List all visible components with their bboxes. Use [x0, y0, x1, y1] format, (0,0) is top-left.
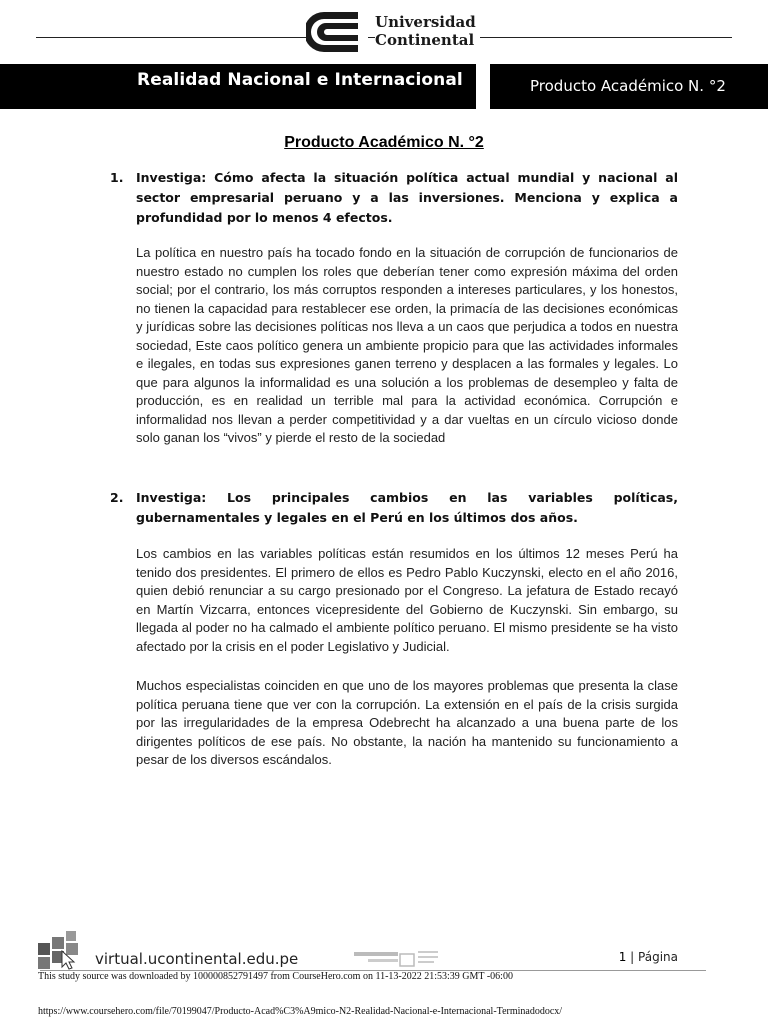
question-text: Investiga: Cómo afecta la situación política actual mundial y nacional al sector empresarial peruano y a las inversiones. Menciona y explica a profundidad por lo menos 4 efectos.: [136, 170, 678, 225]
page-indicator: [619, 950, 678, 964]
logo-line-1: Universidad: [375, 13, 476, 31]
product-label: Producto Académico N. °2: [530, 77, 726, 95]
page-label: Página: [638, 950, 678, 964]
question-number: 1.: [110, 170, 124, 185]
download-notice: This study source was downloaded by 100000852791497 from CourseHero.com on 11-13-2022 21:53:39 GMT -06:00: [38, 971, 513, 982]
logo-line-2: Continental: [375, 31, 475, 49]
course-title: Realidad Nacional e Internacional: [137, 70, 463, 90]
answer-paragraph: Los cambios en las variables políticas están resumidos en los últimos 12 meses Perú ha tenido dos presidentes. El primero de ellos es Pedro Pablo Kuczynski, electo en el año 2016, quien debió renunciar a su cargo presionado por el Congreso. La jefatura de Estado recayó en Martín Vizcarra, entonces vicepresidente del Gobierno de Kuczynski. Sin embargo, su llegada al poder no ha calmado el ambiente político peruano. El mismo presidente se ha visto afectado por la crisis en el poder Legislativo y Judicial.: [136, 546, 678, 654]
digital-manuals-logo-icon: [352, 948, 440, 970]
page-number: 1: [618, 950, 627, 964]
question-text: Investiga: Los principales cambios en las variables políticas, gubernamentales y legales en el Perú en los últimos dos años.: [136, 490, 678, 525]
question-1: [110, 168, 678, 228]
university-logo-icon: [306, 8, 368, 56]
answer-paragraph: Muchos especialistas coinciden en que uno de los mayores problemas que presenta la clase política peruana tiene que ver con la corrupción. La extensión en el país de la crisis surgida por las irregularidades de la empresa Odebrecht ha alcanzado a una buena parte de los dirigentes políticos de ese país. No obstante, la nación ha mantenido su funcionamiento a pesar de los diversos escándalos.: [136, 678, 678, 767]
question-2: [110, 488, 678, 528]
document-title: Producto Académico N. °2: [284, 134, 484, 151]
virtual-campus-icon: [38, 929, 90, 973]
university-logo-text: [375, 13, 480, 49]
footer-website-link[interactable]: virtual.ucontinental.edu.pe: [95, 950, 299, 968]
answer-paragraph: La política en nuestro país ha tocado fondo en la situación de corrupción de funcionarios de nuestro estado no cumplen los roles que deberían tener como expresión máxima del orden social; por el contrario, los más corruptos responden a intereses particulares, y los honestos, no tienen la capacidad para restablecer ese orden, la primacía de las decisiones económicas y jurídicas sobre las decisiones políticas nos lleva a un caos que perjudica a todos en nuestra sociedad, Este caos político genera un ambiente propicio para que las actividades informales e ilegales, en todas sus expresiones ganen terreno y desplacen a las formales y legales. Lo que para algunos la informalidad es una solución a los problemas de desempleo y falta de producción, es en realidad un terrible mal para la actividad económica. Corrupción e informalidad nos llevan a perder competitividad y a dar vueltas en un círculo vicioso donde solo ganan los “vivos” y pierde el resto de la sociedad: [136, 245, 678, 445]
source-url-link[interactable]: https://www.coursehero.com/file/70199047/Producto-Acad%C3%A9mico-N2-Realidad-Nacional-e-Internacional-Terminadodocx/: [38, 1006, 563, 1017]
product-label-band: [490, 64, 768, 109]
page-separator: |: [630, 950, 635, 964]
question-number: 2.: [110, 490, 124, 505]
course-title-band: [0, 64, 476, 109]
